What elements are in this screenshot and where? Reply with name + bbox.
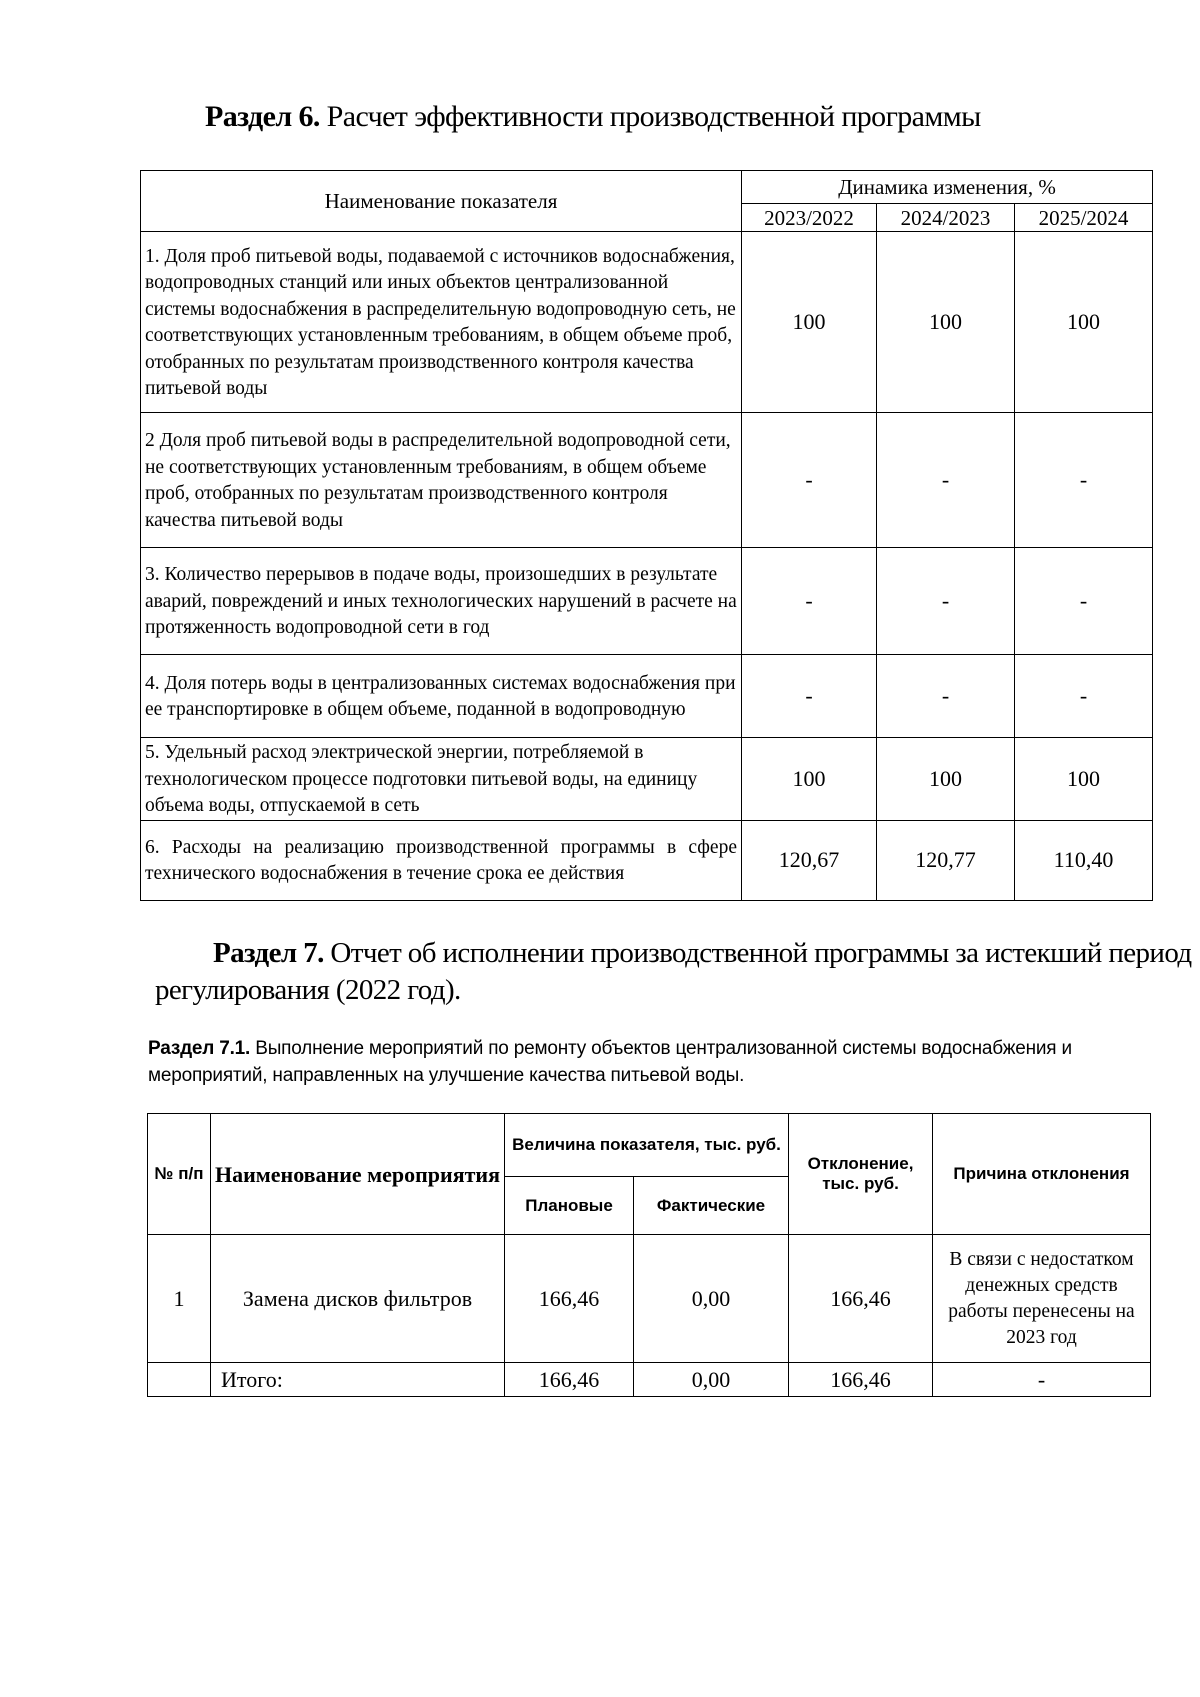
total-planned: 166,46	[505, 1363, 634, 1397]
col-year-2: 2024/2023	[877, 204, 1015, 232]
indicator-name: 5. Удельный расход электрической энергии, потребляемой в технологическом процессе подготовки питьевой воды, на единицу объема воды, отпускаемой в сеть	[141, 738, 742, 821]
indicator-value: -	[1015, 413, 1153, 548]
section-7-title-bold: Раздел 7.	[213, 937, 324, 969]
indicator-value: -	[742, 413, 877, 548]
total-label: Итого:	[211, 1363, 505, 1397]
table-row	[148, 1235, 1151, 1363]
measure-name: Замена дисков фильтров	[211, 1235, 505, 1363]
indicator-value: -	[877, 413, 1015, 548]
indicator-name: 4. Доля потерь воды в централизованных системах водоснабжения при ее транспортировке в общем объеме, поданной в водопроводную	[141, 655, 742, 738]
table-row	[141, 232, 1153, 413]
indicator-value: 100	[877, 232, 1015, 413]
indicator-value: 100	[1015, 738, 1153, 821]
section-7-1-title	[148, 1035, 1158, 1089]
section-7-1-title-bold: Раздел 7.1.	[148, 1038, 251, 1059]
indicator-value: -	[742, 655, 877, 738]
col-measure-name: Наименование мероприятия	[211, 1114, 505, 1235]
indicator-value: -	[742, 548, 877, 655]
measures-table	[147, 1113, 1151, 1397]
table-row	[141, 548, 1153, 655]
total-actual: 0,00	[634, 1363, 789, 1397]
indicator-name: 1. Доля проб питьевой воды, подаваемой с источников водоснабжения, водопроводных станций или иных объектов централизованной системы водоснабжения в распределительную водопроводную сеть, не соответствующих установленным требованиям, в общем объеме проб, отобранных по результатам производственного контроля качества питьевой воды	[141, 232, 742, 413]
table-row	[141, 655, 1153, 738]
table-row	[141, 820, 1153, 900]
indicator-value: 120,67	[742, 820, 877, 900]
section-6-title-bold: Раздел 6.	[205, 100, 320, 133]
indicator-value: 100	[742, 738, 877, 821]
indicator-value: -	[877, 548, 1015, 655]
deviation-value: 166,46	[789, 1235, 933, 1363]
col-number: № п/п	[148, 1114, 211, 1235]
total-reason: -	[933, 1363, 1151, 1397]
indicator-name: 6. Расходы на реализацию производственной программы в сфере технического водоснабжения в течение срока ее действия	[141, 820, 742, 900]
indicator-value: 100	[1015, 232, 1153, 413]
section-7-title-line2: регулирования (2022 год).	[155, 974, 461, 1006]
total-row	[148, 1363, 1151, 1397]
total-number-empty	[148, 1363, 211, 1397]
section-6-title-text: Расчет эффективности производственной программы	[319, 100, 981, 133]
section-7-title-line1	[155, 935, 1192, 972]
efficiency-table	[140, 170, 1153, 901]
col-actual: Фактические	[634, 1177, 789, 1235]
indicator-value: 120,77	[877, 820, 1015, 900]
indicator-name: 3. Количество перерывов в подаче воды, произошедших в результате аварий, повреждений и иных технологических нарушений в расчете на протяженность водопроводной сети в год	[141, 548, 742, 655]
indicator-value: -	[1015, 655, 1153, 738]
actual-value: 0,00	[634, 1235, 789, 1363]
col-indicator-value: Величина показателя, тыс. руб.	[505, 1114, 789, 1177]
table-row	[141, 738, 1153, 821]
indicator-value: -	[877, 655, 1015, 738]
row-number: 1	[148, 1235, 211, 1363]
section-7-1-title-text: Выполнение мероприятий по ремонту объектов централизованной системы водоснабжения и мероприятий, направленных на улучшение качества питьевой воды.	[148, 1038, 1072, 1086]
col-indicator-name: Наименование показателя	[141, 171, 742, 232]
section-6-title	[205, 100, 1105, 134]
indicator-value: 110,40	[1015, 820, 1153, 900]
section-7-title	[155, 935, 1192, 1009]
col-dynamics: Динамика изменения, %	[742, 171, 1153, 204]
planned-value: 166,46	[505, 1235, 634, 1363]
col-deviation-reason: Причина отклонения	[933, 1114, 1151, 1235]
col-deviation: Отклонение, тыс. руб.	[789, 1114, 933, 1235]
total-deviation: 166,46	[789, 1363, 933, 1397]
indicator-value: 100	[877, 738, 1015, 821]
section-7-title-text: Отчет об исполнении производственной программы за истекший период	[323, 937, 1192, 969]
col-year-1: 2023/2022	[742, 204, 877, 232]
col-planned: Плановые	[505, 1177, 634, 1235]
deviation-reason: В связи с недостатком денежных средств работы перенесены на 2023 год	[933, 1235, 1151, 1363]
indicator-name: 2 Доля проб питьевой воды в распределительной водопроводной сети, не соответствующих установленным требованиям, в общем объеме проб, отобранных по результатам производственного контроля качества питьевой воды	[141, 413, 742, 548]
col-year-3: 2025/2024	[1015, 204, 1153, 232]
indicator-value: 100	[742, 232, 877, 413]
table-row	[141, 413, 1153, 548]
indicator-value: -	[1015, 548, 1153, 655]
